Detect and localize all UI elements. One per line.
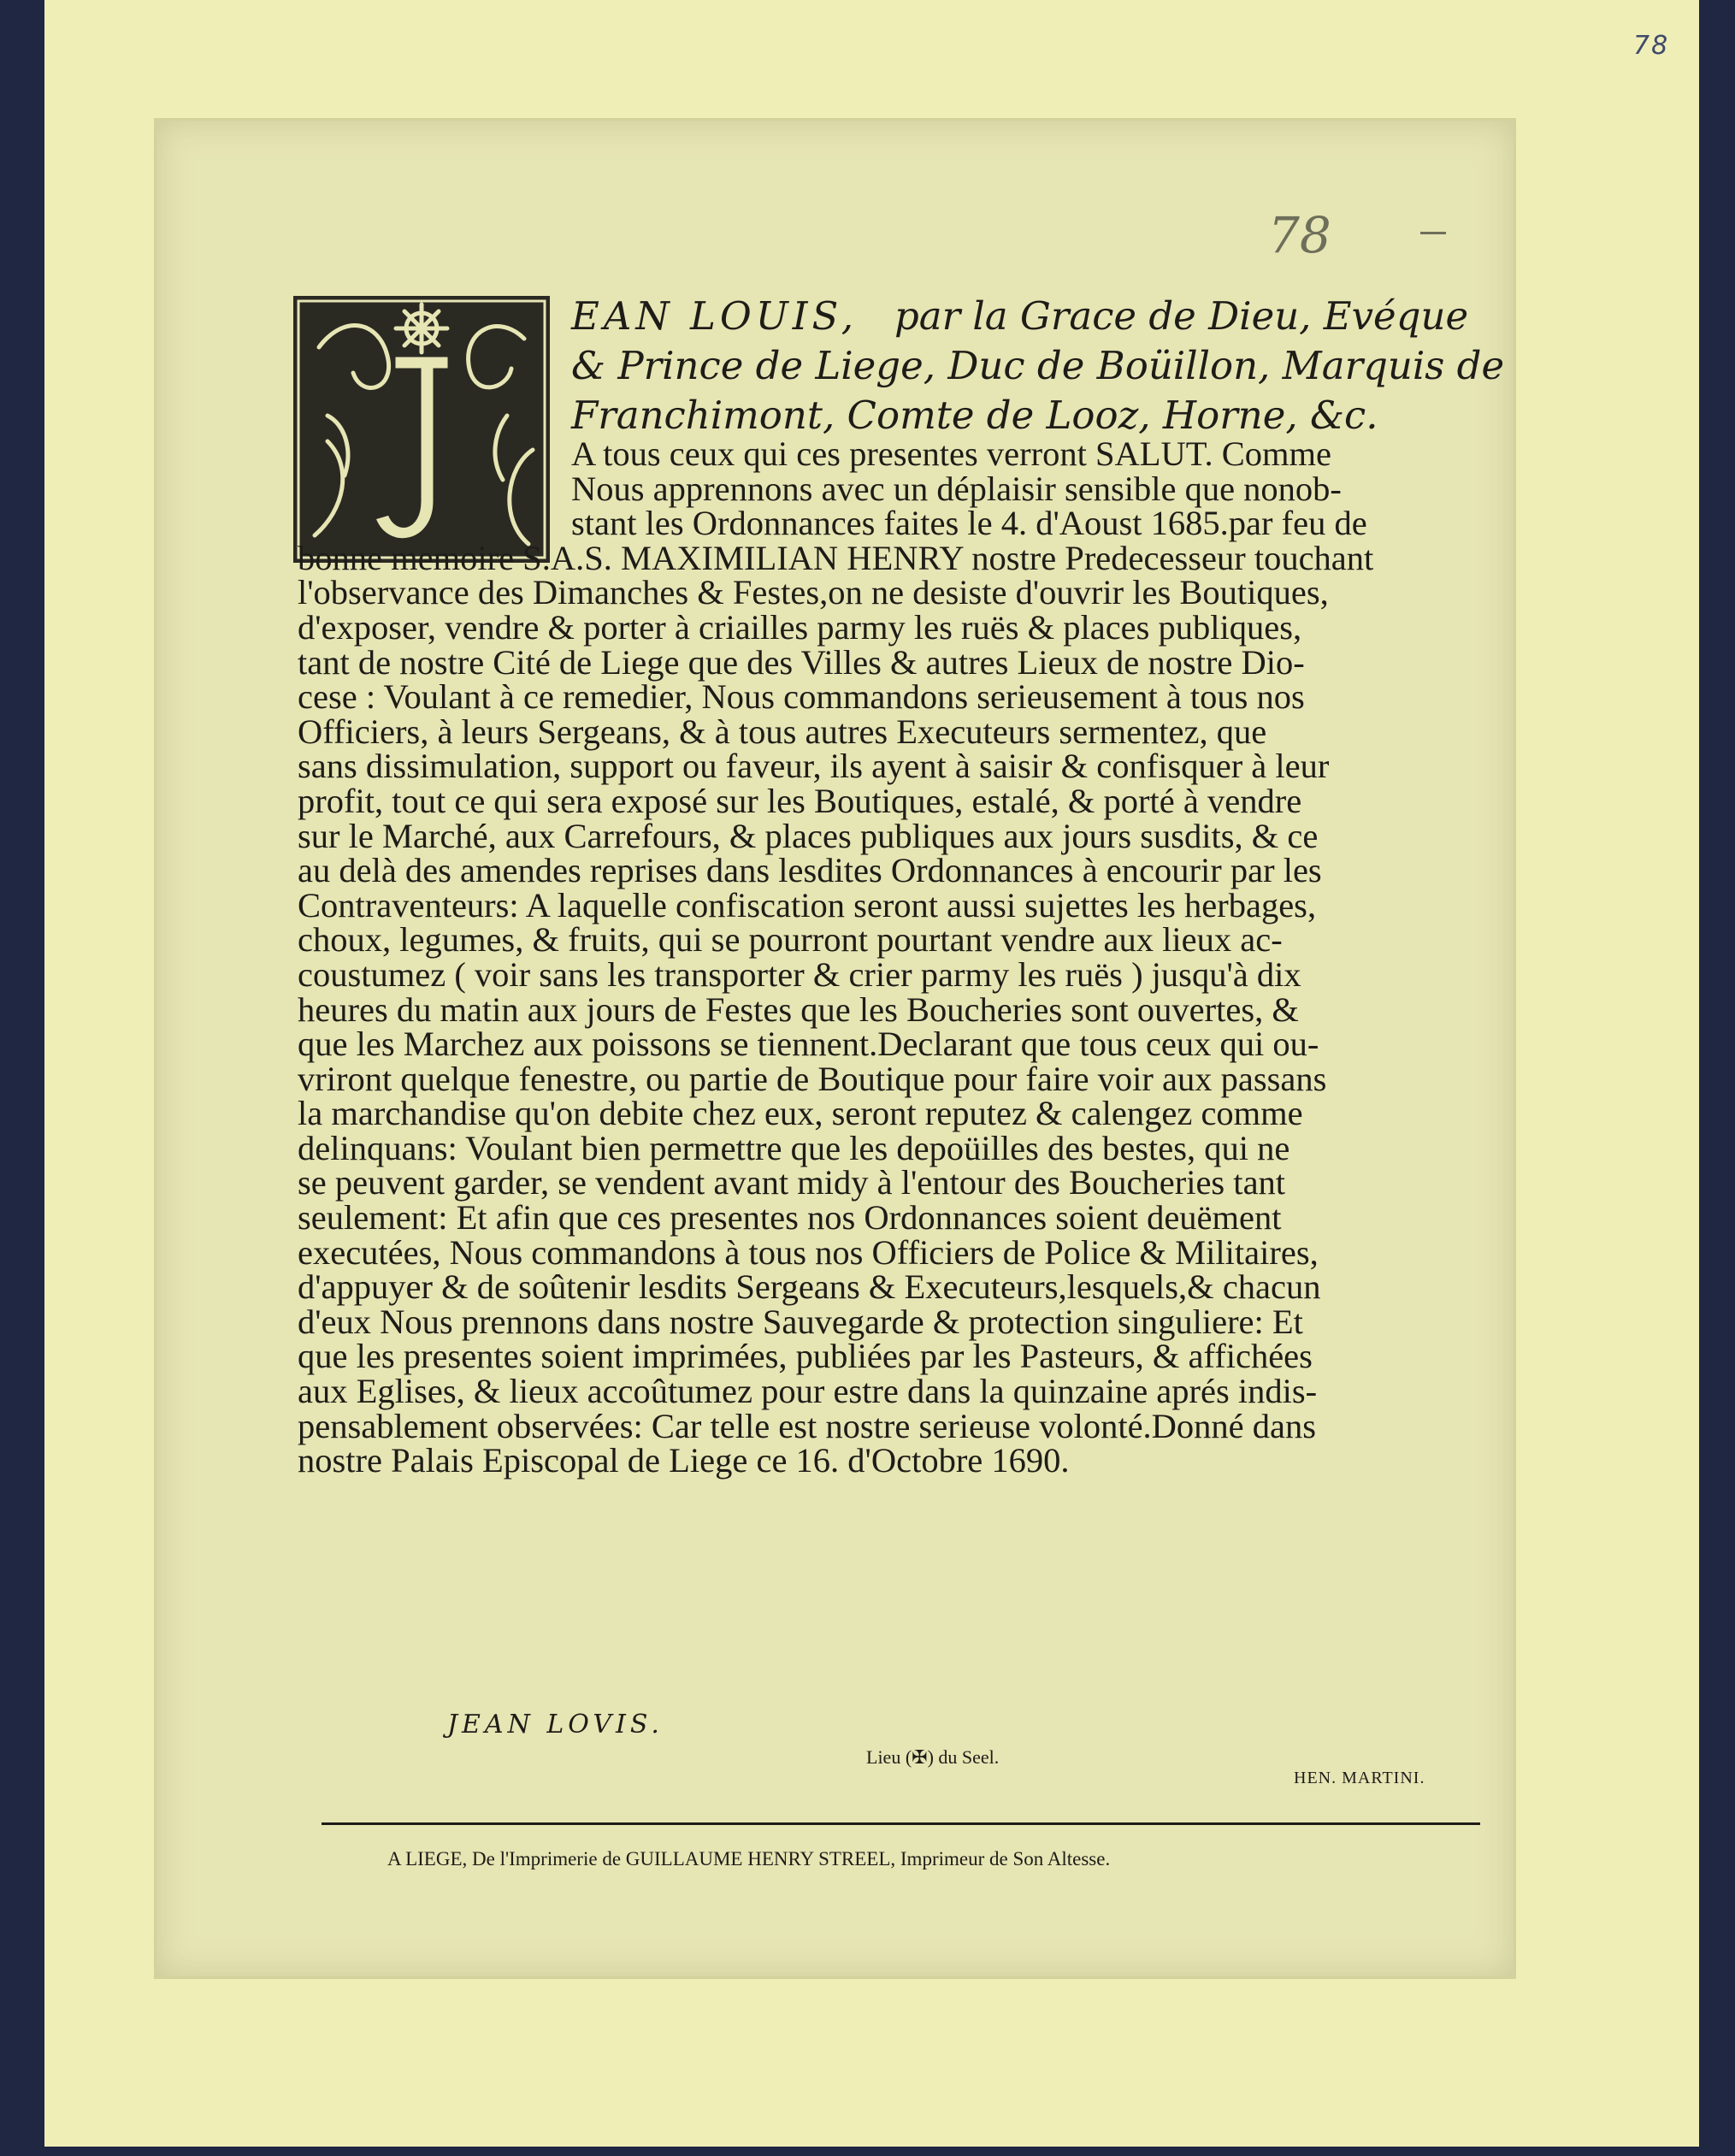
body-line: d'exposer, vendre & porter à criailles parmy les ruës & places publiques, — [298, 607, 1302, 647]
body-line: sur le Marché, aux Carrefours, & places publiques aux jours susdits, & ce — [298, 816, 1319, 855]
body-line: Nous apprennons avec un déplaisir sensible que nonob- — [571, 469, 1342, 508]
divider-rule — [322, 1822, 1480, 1825]
body-line: pensablement observées: Car telle est nostre serieuse volonté.Donné dans — [298, 1406, 1317, 1445]
bishop-name: EAN LOUIS, — [571, 293, 859, 339]
printed-ordinance-sheet — [154, 118, 1516, 1979]
body-line: A tous ceux qui ces presentes verront SALUT. Comme — [571, 434, 1331, 473]
body-line: bonne memoire S.A.S. MAXIMILIAN HENRY nostre Predecesseur touchant — [298, 538, 1374, 577]
archive-folio-number: 78 — [1633, 31, 1670, 61]
body-line: heures du matin aux jours de Festes que les Boucheries sont ouvertes, & — [298, 989, 1299, 1029]
body-line: que les presentes soient imprimées, publiées par les Pasteurs, & affichées — [298, 1337, 1313, 1376]
body-line: profit, tout ce qui sera exposé sur les Boutiques, estalé, & porté à vendre — [298, 781, 1302, 820]
body-line: delinquans: Voulant bien permettre que les depoüilles des bestes, qui ne — [298, 1128, 1290, 1167]
body-line: la marchandise qu'on debite chez eux, seront reputez & calengez comme — [298, 1094, 1303, 1133]
body-line: nostre Palais Episcopal de Liege ce 16. d'Octobre 1690. — [298, 1441, 1070, 1480]
body-line: executées, Nous commandons à tous nos Officiers de Police & Militaires, — [298, 1232, 1319, 1272]
body-line: Contraventeurs: A laquelle confiscation seront aussi sujettes les herbages, — [298, 885, 1317, 924]
body-line: au delà des amendes reprises dans lesdites Ordonnances à encourir par les — [298, 851, 1322, 890]
body-line: sans dissimulation, support ou faveur, ils ayent à saisir & confisquer à leur — [298, 747, 1330, 786]
body-line: Officiers, à leurs Sergeans, & à tous autres Executeurs sermentez, que — [298, 712, 1267, 751]
body-line: que les Marchez aux poissons se tiennent.Declarant que tous ceux qui ou- — [298, 1025, 1319, 1064]
heading-title-line-3: Franchimont, Comte de Looz, Horne, &c. — [571, 393, 1378, 438]
seal-mark: Lieu (✠) du Seel. — [866, 1746, 1000, 1768]
body-line: stant les Ordonnances faites le 4. d'Aoust 1685.par feu de — [571, 504, 1367, 543]
secretary-signature: HEN. MARTINI. — [1294, 1769, 1425, 1787]
body-line: l'observance des Dimanches & Festes,on ne desiste d'ouvrir les Boutiques, — [298, 573, 1329, 612]
body-line: d'eux Nous prennons dans nostre Sauvegarde & protection singuliere: Et — [298, 1302, 1303, 1341]
heading-title-line-1: par la Grace de Dieu, Evéque — [894, 293, 1469, 339]
body-line: d'appuyer & de soûtenir lesdits Sergeans & Executeurs,lesquels,& chacun — [298, 1267, 1321, 1307]
signature: JEAN LOVIS. — [447, 1710, 664, 1740]
body-line: se peuvent garder, se vendent avant midy à l'entour des Boucheries tant — [298, 1163, 1286, 1202]
body-line: choux, legumes, & fruits, qui se pourront pourtant vendre aux lieux ac- — [298, 920, 1283, 960]
body-line: coustumez ( voir sans les transporter & crier parmy les ruës ) jusqu'à dix — [298, 954, 1301, 994]
body-line: seulement: Et afin que ces presentes nos Ordonnances soient deuëment — [298, 1198, 1282, 1237]
handwritten-dash — [1420, 232, 1446, 234]
heading-title-line-2: & Prince de Liege, Duc de Boüillon, Marquis de — [571, 343, 1505, 388]
handwritten-folio-number: 78 — [1268, 206, 1331, 264]
body-line: tant de nostre Cité de Liege que des Villes & autres Lieux de nostre Dio- — [298, 642, 1305, 682]
ordinance-body-text — [298, 434, 1606, 1480]
body-line: aux Eglises, & lieux accoûtumez pour estre dans la quinzaine aprés indis- — [298, 1372, 1318, 1411]
body-line: vriront quelque fenestre, ou partie de Boutique pour faire voir aux passans — [298, 1059, 1327, 1098]
printer-imprint: A LIEGE, De l'Imprimerie de GUILLAUME HENRY STREEL, Imprimeur de Son Altesse. — [387, 1848, 1111, 1870]
ordinance-heading — [571, 292, 1610, 440]
body-line: cese : Voulant à ce remedier, Nous commandons serieusement à tous nos — [298, 677, 1305, 717]
